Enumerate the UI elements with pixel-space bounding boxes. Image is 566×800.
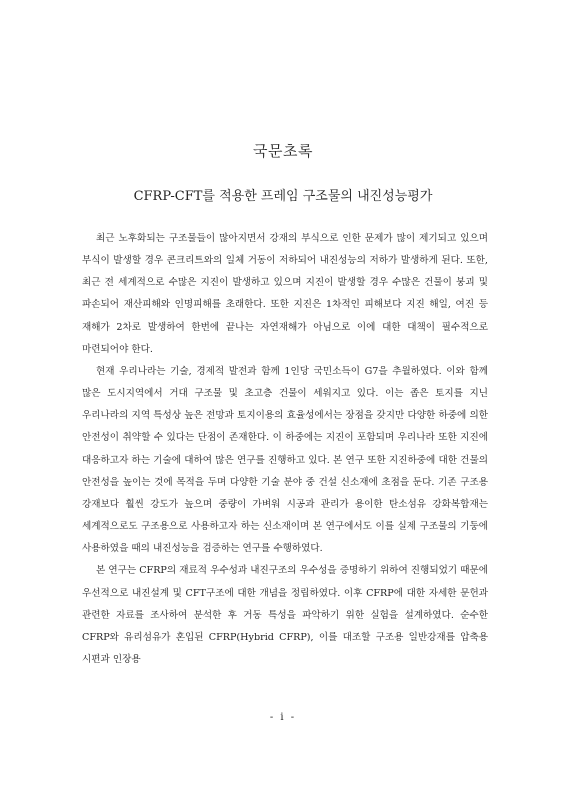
page-number: - i - — [269, 712, 297, 723]
abstract-paragraph-3: 본 연구는 CFRP의 재료적 우수성과 내진구조의 우수성을 증명하기 위하여 진행되었기 때문에 우선적으로 내진설계 및 CFT구조에 대한 개념을 정립하였다. 이후 CFRP에 대한 자세한 문헌과 관련한 자료를 조사하여 분석한 후 거동 특성을 파악하기 위한 실험을 설계하였다. 순수한 CFRP와 유리섬유가 혼입된 CFRP(Hybrid CFRP), 이를 대조할 구조용 일반강재를 압축용 시편과 인장용 — [82, 565, 488, 665]
abstract-body — [82, 228, 488, 671]
thesis-title: CFRP-CFT를 적용한 프레임 구조물의 내진성능평가 — [133, 189, 433, 204]
abstract-paragraph-2: 현재 우리나라는 기술, 경제적 발전과 함께 1인당 국민소득이 G7을 추월하였다. 이와 함께 많은 도시지역에서 거대 구조물 및 초고층 건물이 세워지고 있다. 이는 좁은 토지를 지닌 우리나라의 지역 특성상 높은 전망과 토지이용의 효율성에서는 장점을 갖지만 다양한 하중에 의한 안전성이 취약할 수 있다는 단점이 존재한다. 이 하중에는 지진이 포함되며 우리나라 또한 지진에 대응하고자 하는 기술에 대하여 많은 연구를 진행하고 있다. 본 연구 또한 지진하중에 대한 건물의 안전성을 높이는 것에 목적을 두며 다양한 기술 분야 중 건설 신소재에 초점을 둔다. 기존 구조용 강재보다 훨씬 강도가 높으며 중량이 가벼워 시공과 관리가 용이한 탄소섬유 강화복합재는 세계적으로도 구조용으로 사용하고자 하는 신소재이며 본 연구에서도 이를 실제 구조물의 기둥에 사용하였을 때의 내진성능을 검증하는 연구를 수행하였다. — [82, 365, 488, 555]
abstract-paragraph-1: 최근 노후화되는 구조물들이 많아지면서 강재의 부식으로 인한 문제가 많이 제기되고 있으며 부식이 발생할 경우 콘크리트와의 일체 거동이 저하되어 내진성능의 저하가 발생하게 된다. 또한, 최근 전 세계적으로 수많은 지진이 발생하고 있으며 지진이 발생할 경우 수많은 건물이 붕괴 및 파손되어 재산피해와 인명피해를 초래한다. 또한 지진은 1차적인 피해보다 지진 해일, 여진 등 재해가 2차로 발생하여 한번에 끝나는 자연재해가 아님으로 이에 대한 대책이 필수적으로 마련되어야 한다. — [82, 233, 488, 355]
abstract-heading: 국문초록 — [253, 142, 313, 160]
